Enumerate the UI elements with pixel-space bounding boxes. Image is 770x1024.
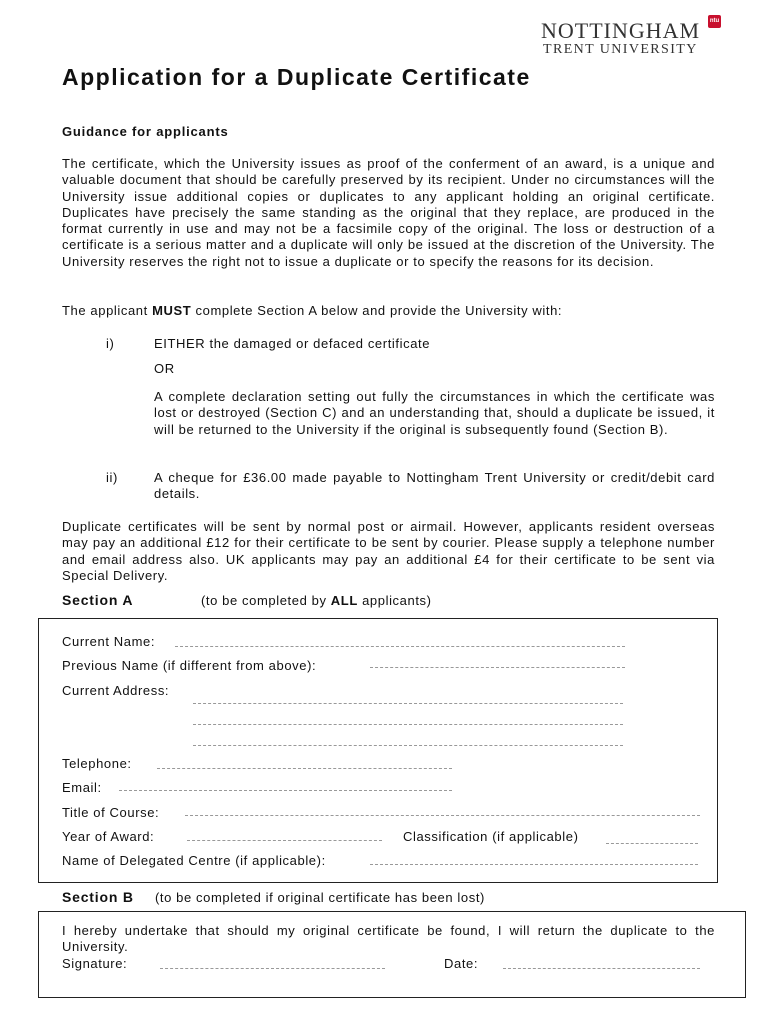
item-2-text: A cheque for £36.00 made payable to Nottingham Trent University or credit/debit card details.	[154, 470, 715, 502]
telephone-label: Telephone:	[62, 756, 132, 771]
requirements-intro	[62, 303, 715, 319]
course-title-label: Title of Course:	[62, 805, 160, 820]
email-field[interactable]	[119, 790, 452, 791]
intro-must: MUST	[152, 303, 192, 318]
section-b-subheading: (to be completed if original certificate has been lost)	[155, 890, 485, 905]
delegated-centre-field[interactable]	[370, 864, 698, 865]
delegated-centre-label: Name of Delegated Centre (if applicable):	[62, 853, 326, 868]
section-b-heading: Section B	[62, 889, 134, 905]
address-line-2-field[interactable]	[193, 724, 623, 725]
date-field[interactable]	[503, 968, 700, 969]
section-a-sub-after: applicants)	[357, 593, 432, 608]
current-name-label: Current Name:	[62, 634, 156, 649]
section-a-heading: Section A	[62, 592, 134, 608]
classification-label: Classification (if applicable)	[403, 829, 579, 844]
item-2-number: ii)	[106, 470, 118, 485]
item-1-number: i)	[106, 336, 115, 351]
guidance-paragraph: The certificate, which the University issues as proof of the conferment of an award, is a unique and valuable document that should be carefully preserved by its recipient. Under no circumstances will the University issue additional copies or duplicates to any applicant holding an original certificate. Duplicates have precisely the same standing as the original that they replace, are produced in the format currently in use and may not be a facsimile copy of the original. The loss or destruction of a certificate is a serious matter and a duplicate will only be issued at the discretion of the University. The University reserves the right not to issue a duplicate or to specify the reasons for its decision.	[62, 156, 715, 269]
logo-university-name: NOTTINGHAM	[541, 18, 701, 43]
intro-text-before: The applicant	[62, 303, 153, 318]
course-title-field[interactable]	[185, 815, 700, 816]
section-a-sub-all: ALL	[330, 593, 358, 608]
year-of-award-label: Year of Award:	[62, 829, 155, 844]
email-label: Email:	[62, 780, 102, 795]
item-1-text: EITHER the damaged or defaced certificate	[154, 336, 431, 351]
section-a-sub-before: (to be completed by	[201, 593, 331, 608]
signature-field[interactable]	[160, 968, 385, 969]
delivery-paragraph: Duplicate certificates will be sent by normal post or airmail. However, applicants resident overseas may pay an additional £12 for their certificate to be sent by courier. Please supply a telephone number and email address also. UK applicants may pay an additional £4 for their certificate to be sent via Special Delivery.	[62, 519, 715, 583]
signature-label: Signature:	[62, 956, 128, 971]
year-of-award-field[interactable]	[187, 840, 382, 841]
current-address-label: Current Address:	[62, 683, 170, 698]
classification-field[interactable]	[606, 843, 698, 844]
current-name-field[interactable]	[175, 646, 625, 647]
address-line-3-field[interactable]	[193, 745, 623, 746]
telephone-field[interactable]	[157, 768, 452, 769]
section-a-subheading	[201, 593, 432, 608]
address-line-1-field[interactable]	[193, 703, 623, 704]
undertaking-text: I hereby undertake that should my original certificate be found, I will return the duplicate to the University.	[62, 923, 715, 955]
item-1-declaration: A complete declaration setting out fully the circumstances in which the certificate was lost or destroyed (Section C) and an understanding that, should a duplicate be issued, it will be returned to the University if the original is subsequently found (Section B).	[154, 389, 715, 437]
ntu-logo-badge: ntu	[708, 15, 721, 28]
previous-name-label: Previous Name (if different from above):	[62, 658, 317, 673]
logo-university-subname: TRENT UNIVERSITY	[543, 42, 698, 57]
guidance-heading: Guidance for applicants	[62, 124, 229, 139]
page-title: Application for a Duplicate Certificate	[62, 64, 531, 90]
previous-name-field[interactable]	[370, 667, 625, 668]
date-label: Date:	[444, 956, 479, 971]
intro-text-after: complete Section A below and provide the University with:	[191, 303, 563, 318]
item-1-or: OR	[154, 361, 175, 376]
